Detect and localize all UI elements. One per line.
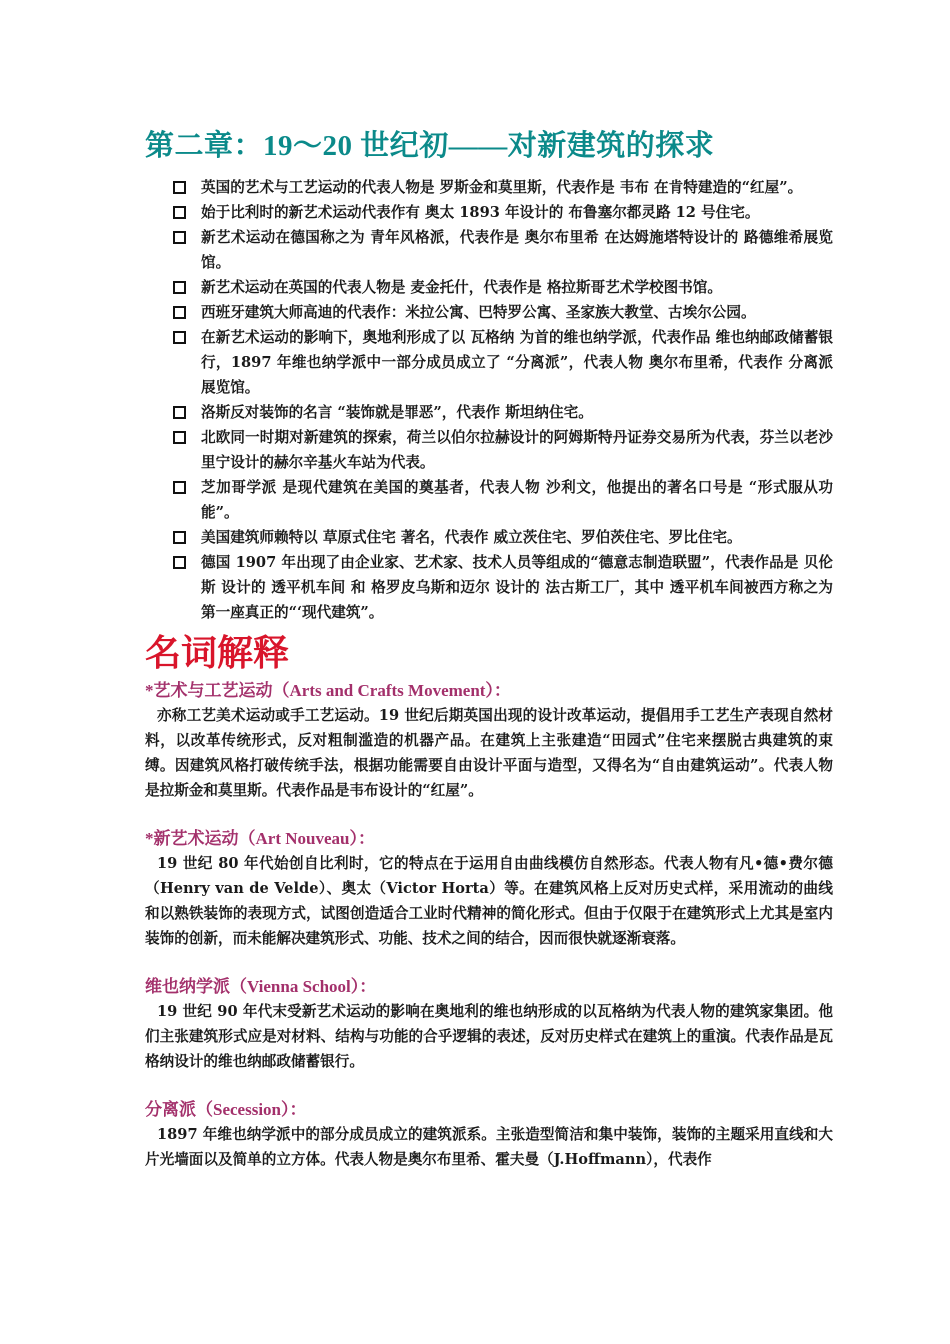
term-definition: 19 世纪 80 年代始创自比利时，它的特点在于运用自由曲线模仿自然形态。代表人物有凡•德•费尔德（Henry van de Velde）、奥太（Victor Horta）等。在建筑风格上反对历史式样，采用流动的曲线和以熟铁装饰的表现方式，试图创造适合工业时代精神的简化形式。但由于仅限于在建筑形式上尤其是室内装饰的创新，而未能解决建筑形式、功能、技术之间的结合，因而很快就逐渐衰落。 <box>145 855 833 947</box>
checkbox-bullet-icon <box>173 481 186 494</box>
list-item <box>173 200 833 225</box>
checkbox-bullet-icon <box>173 556 186 569</box>
list-item-text: 新艺术运动在英国的代表人物是 麦金托什，代表作是 格拉斯哥艺术学校图书馆。 <box>201 279 722 296</box>
document-page <box>145 126 833 1172</box>
list-item <box>173 525 833 550</box>
list-item-text: 美国建筑师赖特以 草原式住宅 著名，代表作 威立茨住宅、罗伯茨住宅、罗比住宅。 <box>201 529 742 546</box>
checkbox-bullet-icon <box>173 306 186 319</box>
chapter-title: 第二章：19～20 世纪初——对新建筑的探求 <box>145 130 715 162</box>
glossary-title: 名词解释 <box>145 633 290 673</box>
list-item <box>173 225 833 275</box>
list-item-text: 在新艺术运动的影响下，奥地利形成了以 瓦格纳 为首的维也纳学派，代表作品 维也纳邮政储蓄银行，1897 年维也纳学派中一部分成员成立了 “分离派”，代表人物 奥尔布里希，代表作 分离派展览馆。 <box>201 329 833 396</box>
checkbox-bullet-icon <box>173 281 186 294</box>
list-item <box>173 550 833 625</box>
checkbox-bullet-icon <box>173 406 186 419</box>
list-item <box>173 475 833 525</box>
term-definition: 1897 年维也纳学派中的部分成员成立的建筑派系。主张造型简洁和集中装饰，装饰的主题采用直线和大片光墙面以及简单的立方体。代表人物是奥尔布里希、霍夫曼（J.Hoffmann），代表作 <box>145 1126 833 1168</box>
list-item <box>173 425 833 475</box>
term-heading: *艺术与工艺运动（Arts and Crafts Movement）： <box>145 681 511 700</box>
list-item-text: 北欧同一时期对新建筑的探索，荷兰以伯尔拉赫设计的阿姆斯特丹证券交易所为代表，芬兰以老沙里宁设计的赫尔辛基火车站为代表。 <box>201 429 833 471</box>
list-item-text: 西班牙建筑大师高迪的代表作：米拉公寓、巴特罗公寓、圣家族大教堂、古埃尔公园。 <box>201 304 756 321</box>
checkbox-bullet-icon <box>173 331 186 344</box>
list-item-text: 始于比利时的新艺术运动代表作有 奥太 1893 年设计的 布鲁塞尔都灵路 12 号住宅。 <box>201 204 760 221</box>
key-points-list <box>145 175 833 625</box>
checkbox-bullet-icon <box>173 181 186 194</box>
list-item <box>173 175 833 200</box>
checkbox-bullet-icon <box>173 431 186 444</box>
term-definition: 亦称工艺美术运动或手工艺运动。19 世纪后期英国出现的设计改革运动，提倡用手工艺生产表现自然材料，以改革传统形式，反对粗制滥造的机器产品。在建筑上主张建造“田园式”住宅来摆脱古典建筑的束缚。因建筑风格打破传统手法，根据功能需要自由设计平面与造型，又得名为“自由建筑运动”。代表人物是拉斯金和莫里斯。代表作品是韦布设计的“红屋”。 <box>145 707 833 799</box>
list-item <box>173 275 833 300</box>
checkbox-bullet-icon <box>173 231 186 244</box>
list-item-text: 芝加哥学派 是现代建筑在美国的奠基者，代表人物 沙利文，他提出的著名口号是 “形式服从功能”。 <box>201 479 833 521</box>
term-definition: 19 世纪 90 年代末受新艺术运动的影响在奥地利的维也纳形成的以瓦格纳为代表人物的建筑家集团。他们主张建筑形式应是对材料、结构与功能的合乎逻辑的表述，反对历史样式在建筑上的重演。代表作品是瓦格纳设计的维也纳邮政储蓄银行。 <box>145 1003 833 1070</box>
list-item-text: 洛斯反对装饰的名言 “装饰就是罪恶”，代表作 斯坦纳住宅。 <box>201 404 593 421</box>
list-item-text: 德国 1907 年出现了由企业家、艺术家、技术人员等组成的“德意志制造联盟”，代表作品是 贝伦斯 设计的 透平机车间 和 格罗皮乌斯和迈尔 设计的 法古斯工厂，其中 透平机车间被西方称之为第一座真正的“‘现代建筑”。 <box>201 554 833 621</box>
list-item <box>173 400 833 425</box>
list-item <box>173 300 833 325</box>
checkbox-bullet-icon <box>173 206 186 219</box>
term-heading: *新艺术运动（Art Nouveau）： <box>145 829 375 848</box>
term-heading: 维也纳学派（Vienna School）： <box>145 977 377 996</box>
checkbox-bullet-icon <box>173 531 186 544</box>
list-item-text: 新艺术运动在德国称之为 青年风格派，代表作是 奥尔布里希 在达姆施塔特设计的 路德维希展览馆。 <box>201 229 833 271</box>
list-item-text: 英国的艺术与工艺运动的代表人物是 罗斯金和莫里斯，代表作是 韦布 在肯特建造的“红屋”。 <box>201 179 803 196</box>
list-item <box>173 325 833 400</box>
term-heading: 分离派（Secession）： <box>145 1100 307 1119</box>
